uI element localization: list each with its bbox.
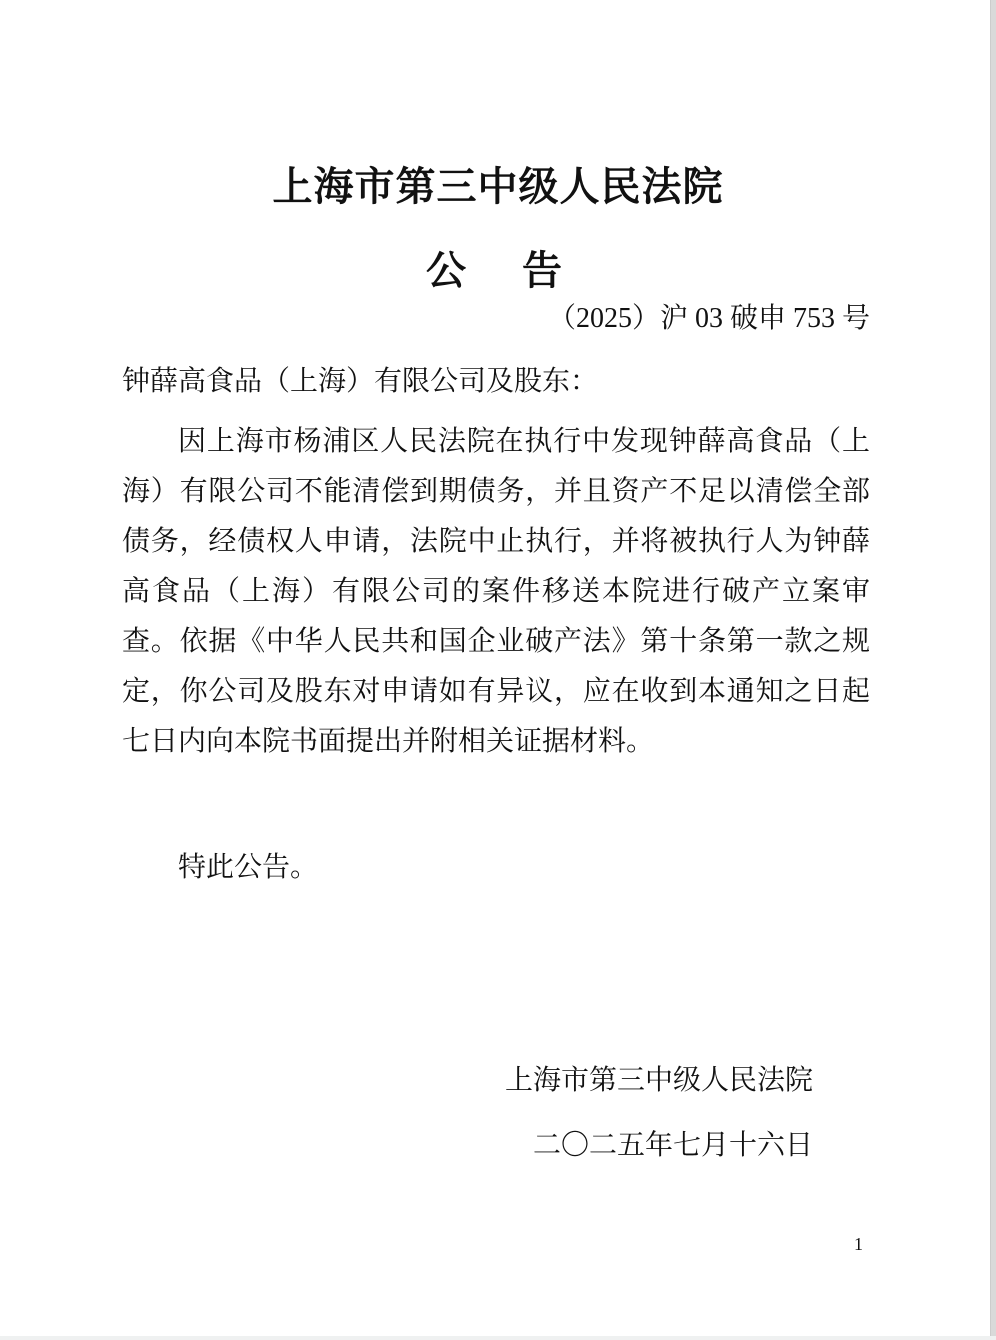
issuer-signature: 上海市第三中级人民法院 (504, 1065, 813, 1096)
announcement-heading: 公 告 (426, 248, 570, 294)
closing-line: 特此公告。 (178, 852, 319, 883)
issue-date: 二〇二五年七月十六日 (532, 1130, 813, 1161)
addressee-line: 钟薛高食品（上海）有限公司及股东： (122, 366, 599, 397)
page-edge-bottom (0, 1336, 996, 1340)
page-number: 1 (854, 1234, 863, 1254)
case-number: （2025）沪 03 破申 753 号 (547, 303, 870, 334)
court-name-title: 上海市第三中级人民法院 (272, 163, 724, 209)
page-edge-right (990, 0, 996, 1340)
body-paragraph: 因上海市杨浦区人民法院在执行中发现钟薛高食品（上海）有限公司不能清偿到期债务，并且资产不足以清偿全部债务，经债权人申请，法院中止执行，并将被执行人为钟薛高食品（上海）有限公司的案件移送本院进行破产立案审查。依据《中华人民共和国企业破产法》第十条第一款之规定，你公司及股东对申请如有异议，应在收到本通知之日起七日内向本院书面提出并附相关证据材料。 (122, 426, 870, 757)
